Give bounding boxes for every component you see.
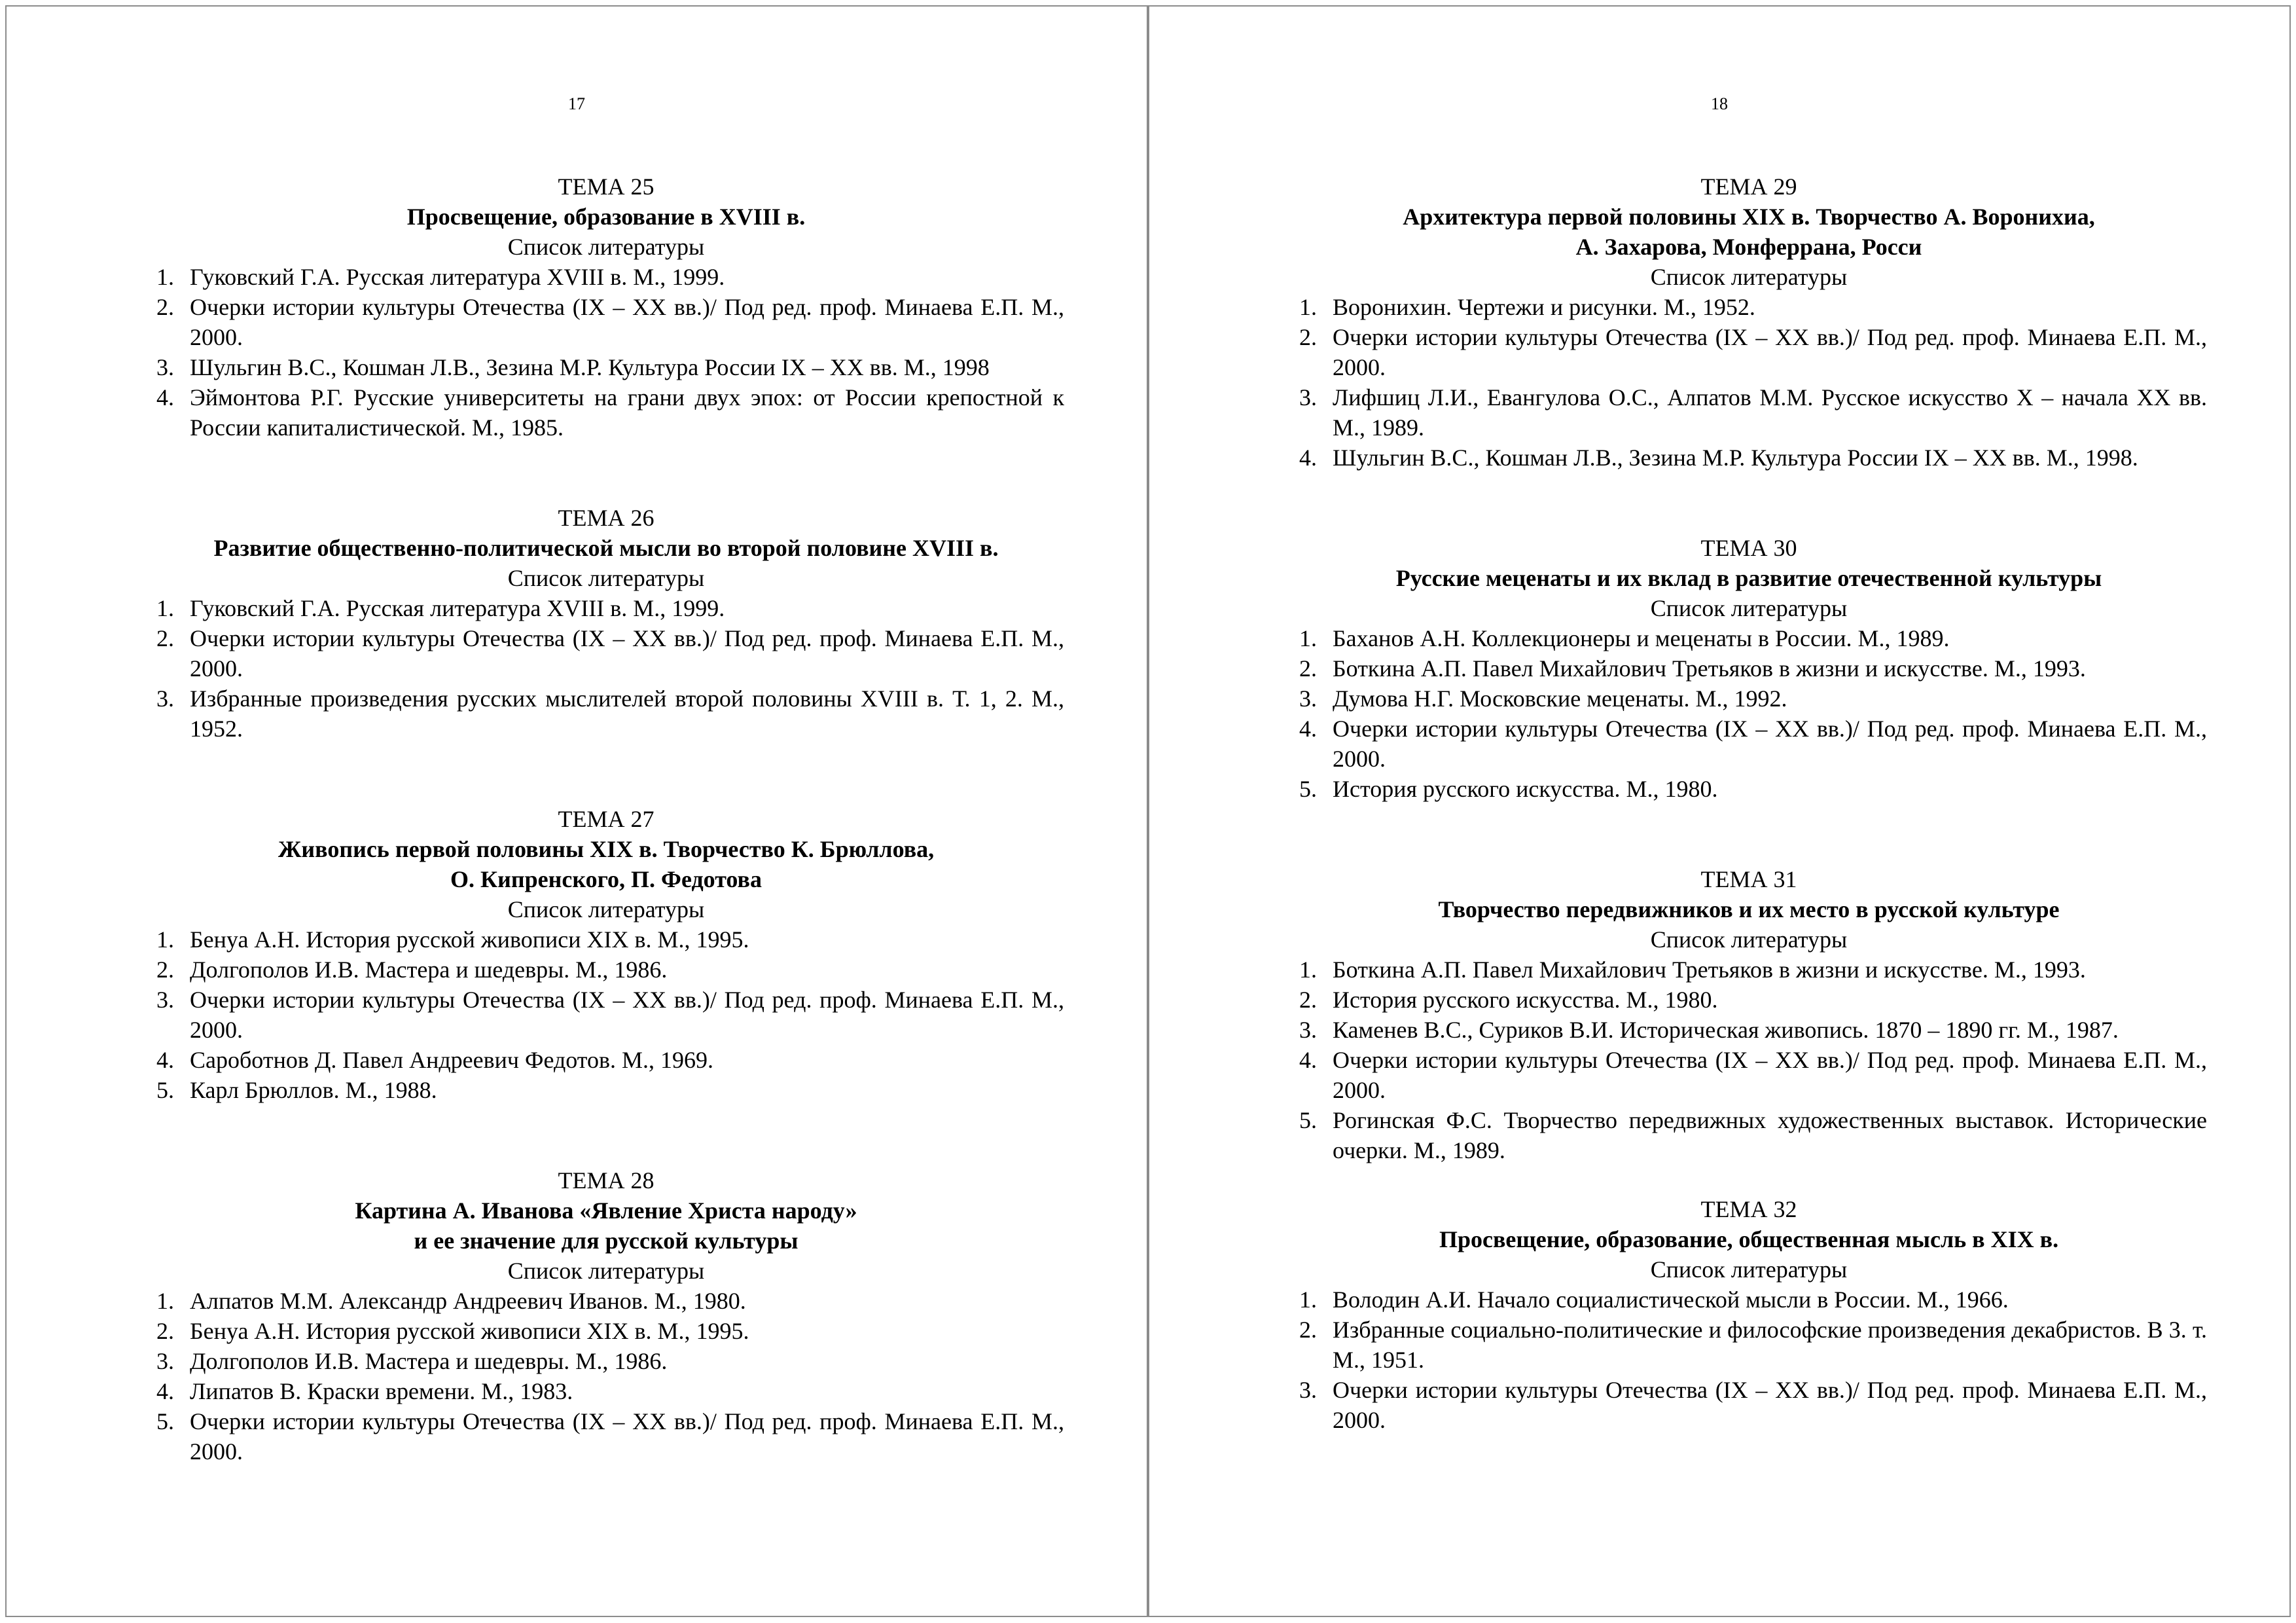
topic-block xyxy=(148,503,1064,744)
bibliography-item xyxy=(1291,292,2207,322)
bibliography-item xyxy=(148,292,1064,352)
bibliography-item xyxy=(148,382,1064,443)
topic-block xyxy=(148,804,1064,1105)
item-text: Каменев В.С., Суриков В.И. Историческая живопись. 1870 – 1890 гг. М., 1987. xyxy=(1333,1017,2119,1043)
page-left xyxy=(5,5,1148,1617)
bibliography-item xyxy=(148,955,1064,985)
item-text: Боткина А.П. Павел Михайлович Третьяков в жизни и искусстве. М., 1993. xyxy=(1333,655,2086,682)
item-text: Очерки истории культуры Отечества (IX – XX вв.)/ Под ред. проф. Минаева Е.П. М., 2000. xyxy=(1333,1377,2207,1433)
item-text: Володин А.И. Начало социалистической мысли в России. М., 1966. xyxy=(1333,1286,2009,1313)
bibliography-heading: Список литературы xyxy=(1650,1256,1848,1283)
item-number: 1. xyxy=(1299,1286,1317,1313)
bibliography-list xyxy=(148,262,1064,443)
bibliography-heading: Список литературы xyxy=(507,234,705,260)
item-number: 4. xyxy=(156,384,174,410)
bibliography-item xyxy=(1291,1285,2207,1315)
topic-block xyxy=(148,1165,1064,1467)
item-text: Очерки истории культуры Отечества (IX – XX вв.)/ Под ред. проф. Минаева Е.П. М., 2000. xyxy=(1333,324,2207,380)
topic-title: Русские меценаты и их вклад в развитие отечественной культуры xyxy=(1395,565,2102,591)
bibliography-item xyxy=(1291,1015,2207,1045)
bibliography-list xyxy=(1291,292,2207,473)
item-number: 2. xyxy=(1299,1317,1317,1343)
item-text: Лифшиц Л.И., Евангулова О.С., Алпатов М.М. Русское искусство X – начала XX вв. М., 1989. xyxy=(1333,384,2207,441)
page-right xyxy=(1148,5,2291,1617)
item-number: 2. xyxy=(1299,655,1317,682)
topic-label: ТЕМА 30 xyxy=(1700,535,1797,561)
topic-block xyxy=(148,172,1064,443)
item-text: История русского искусства. М., 1980. xyxy=(1333,987,1718,1013)
bibliography-item xyxy=(148,352,1064,382)
item-text: Очерки истории культуры Отечества (IX – XX вв.)/ Под ред. проф. Минаева Е.П. М., 2000. xyxy=(190,294,1064,350)
item-number: 5. xyxy=(156,1408,174,1434)
item-number: 2. xyxy=(1299,324,1317,350)
bibliography-item xyxy=(148,1045,1064,1075)
item-text: Очерки истории культуры Отечества (IX – XX вв.)/ Под ред. проф. Минаева Е.П. М., 2000. xyxy=(190,1408,1064,1465)
bibliography-item xyxy=(148,924,1064,955)
item-number: 4. xyxy=(156,1378,174,1404)
item-text: Шульгин В.С., Кошман Л.В., Зезина М.Р. Культура России IX – XX вв. М., 1998 xyxy=(190,354,990,380)
bibliography-item xyxy=(148,1075,1064,1105)
bibliography-item xyxy=(1291,1315,2207,1375)
page-content xyxy=(148,172,1064,1527)
item-text: Долгополов И.В. Мастера и шедевры. М., 1986. xyxy=(190,957,668,983)
item-text: Гуковский Г.А. Русская литература XVIII в. М., 1999. xyxy=(190,595,725,621)
bibliography-item xyxy=(148,1346,1064,1376)
item-number: 2. xyxy=(156,1318,174,1344)
item-number: 3. xyxy=(156,987,174,1013)
bibliography-list xyxy=(1291,623,2207,804)
bibliography-item xyxy=(148,985,1064,1045)
item-number: 3. xyxy=(156,354,174,380)
item-number: 1. xyxy=(1299,625,1317,651)
topic-title: О. Кипренского, П. Федотова xyxy=(450,866,762,892)
bibliography-item xyxy=(1291,684,2207,714)
page-number: 18 xyxy=(1711,94,1728,113)
bibliography-item xyxy=(1291,955,2207,985)
item-text: Бенуа А.Н. История русской живописи XIX в. М., 1995. xyxy=(190,926,749,953)
bibliography-item xyxy=(148,1376,1064,1406)
bibliography-item xyxy=(148,1286,1064,1316)
item-text: Карл Брюллов. М., 1988. xyxy=(190,1077,437,1103)
item-text: Алпатов М.М. Александр Андреевич Иванов. М., 1980. xyxy=(190,1288,746,1314)
item-text: Очерки истории культуры Отечества (IX – XX вв.)/ Под ред. проф. Минаева Е.П. М., 2000. xyxy=(190,987,1064,1043)
item-text: Боткина А.П. Павел Михайлович Третьяков в жизни и искусстве. М., 1993. xyxy=(1333,957,2086,983)
item-number: 1. xyxy=(156,1288,174,1314)
item-number: 3. xyxy=(1299,384,1317,410)
bibliography-item xyxy=(1291,1045,2207,1105)
bibliography-heading: Список литературы xyxy=(507,896,705,922)
item-text: История русского искусства. М., 1980. xyxy=(1333,776,1718,802)
item-text: Бенуа А.Н. История русской живописи XIX в. М., 1995. xyxy=(190,1318,749,1344)
item-number: 4. xyxy=(1299,716,1317,742)
topic-title: А. Захарова, Монферрана, Росси xyxy=(1575,234,1922,260)
item-text: Избранные социально-политические и философские произведения декабристов. В 3. т. М., 1951. xyxy=(1333,1317,2207,1373)
topic-label: ТЕМА 25 xyxy=(558,173,655,200)
bibliography-heading: Список литературы xyxy=(507,565,705,591)
topic-title: Картина А. Иванова «Явление Христа народу» xyxy=(355,1197,857,1224)
item-text: Долгополов И.В. Мастера и шедевры. М., 1986. xyxy=(190,1348,668,1374)
topic-label: ТЕМА 31 xyxy=(1700,866,1797,892)
item-number: 2. xyxy=(156,625,174,651)
topic-label: ТЕМА 27 xyxy=(558,806,655,832)
item-text: Сароботнов Д. Павел Андреевич Федотов. М., 1969. xyxy=(190,1047,714,1073)
bibliography-item xyxy=(1291,653,2207,684)
bibliography-list xyxy=(1291,955,2207,1165)
item-number: 3. xyxy=(156,685,174,712)
bibliography-heading: Список литературы xyxy=(1650,264,1848,290)
topic-title: Просвещение, образование в XVIII в. xyxy=(406,204,806,230)
item-number: 1. xyxy=(1299,957,1317,983)
bibliography-item xyxy=(1291,322,2207,382)
item-number: 2. xyxy=(1299,987,1317,1013)
bibliography-item xyxy=(148,1406,1064,1467)
item-text: Очерки истории культуры Отечества (IX – XX вв.)/ Под ред. проф. Минаева Е.П. М., 2000. xyxy=(1333,716,2207,772)
item-number: 2. xyxy=(156,294,174,320)
topic-title: Просвещение, образование, общественная мысль в XIX в. xyxy=(1439,1226,2059,1252)
bibliography-item xyxy=(1291,1105,2207,1165)
bibliography-heading: Список литературы xyxy=(1650,595,1848,621)
bibliography-item xyxy=(148,623,1064,684)
item-number: 4. xyxy=(1299,445,1317,471)
bibliography-item xyxy=(148,684,1064,744)
bibliography-item xyxy=(1291,985,2207,1015)
topic-label: ТЕМА 26 xyxy=(558,505,655,531)
topic-title: и ее значение для русской культуры xyxy=(414,1228,798,1254)
item-text: Избранные произведения русских мыслителей второй половины XVIII в. Т. 1, 2. М., 1952. xyxy=(190,685,1064,742)
item-number: 5. xyxy=(156,1077,174,1103)
topic-block xyxy=(1291,533,2207,804)
item-text: Очерки истории культуры Отечества (IX – XX вв.)/ Под ред. проф. Минаева Е.П. М., 2000. xyxy=(190,625,1064,682)
bibliography-list xyxy=(1291,1285,2207,1435)
topic-title: Живопись первой половины XIX в. Творчество К. Брюллова, xyxy=(278,836,935,862)
item-number: 1. xyxy=(156,595,174,621)
item-number: 1. xyxy=(156,926,174,953)
item-text: Рогинская Ф.С. Творчество передвижных художественных выставок. Исторические очерки. М., 1989. xyxy=(1333,1107,2207,1163)
bibliography-item xyxy=(148,262,1064,292)
item-number: 4. xyxy=(156,1047,174,1073)
topic-block xyxy=(1291,1194,2207,1435)
item-text: Шульгин В.С., Кошман Л.В., Зезина М.Р. Культура России IX – XX вв. М., 1998. xyxy=(1333,445,2138,471)
item-number: 3. xyxy=(1299,1377,1317,1403)
item-number: 1. xyxy=(1299,294,1317,320)
item-number: 5. xyxy=(1299,1107,1317,1133)
bibliography-item xyxy=(1291,623,2207,653)
page-number: 17 xyxy=(568,94,585,113)
item-number: 4. xyxy=(1299,1047,1317,1073)
page-content xyxy=(1291,172,2207,1495)
item-number: 1. xyxy=(156,264,174,290)
item-text: Гуковский Г.А. Русская литература XVIII в. М., 1999. xyxy=(190,264,725,290)
bibliography-list xyxy=(148,1286,1064,1467)
item-number: 2. xyxy=(156,957,174,983)
item-number: 3. xyxy=(1299,685,1317,712)
item-text: Эймонтова Р.Г. Русские университеты на грани двух эпох: от России крепостной к России капиталистической. М., 1985. xyxy=(190,384,1064,441)
topic-title: Архитектура первой половины XIX в. Творчество А. Воронихиа, xyxy=(1403,204,2095,230)
topic-block xyxy=(1291,864,2207,1165)
bibliography-item xyxy=(148,593,1064,623)
topic-title: Творчество передвижников и их место в русской культуре xyxy=(1438,896,2060,922)
bibliography-heading: Список литературы xyxy=(1650,926,1848,953)
topic-block xyxy=(1291,172,2207,473)
bibliography-item xyxy=(1291,774,2207,804)
bibliography-item xyxy=(148,1316,1064,1346)
item-text: Липатов В. Краски времени. М., 1983. xyxy=(190,1378,573,1404)
bibliography-list xyxy=(148,593,1064,744)
bibliography-item xyxy=(1291,443,2207,473)
topic-title: Развитие общественно-политической мысли во второй половине XVIII в. xyxy=(213,535,999,561)
item-number: 5. xyxy=(1299,776,1317,802)
topic-label: ТЕМА 28 xyxy=(558,1167,655,1194)
bibliography-list xyxy=(148,924,1064,1105)
item-text: Думова Н.Г. Московские меценаты. М., 1992. xyxy=(1333,685,1787,712)
bibliography-heading: Список литературы xyxy=(507,1258,705,1284)
item-text: Воронихин. Чертежи и рисунки. М., 1952. xyxy=(1333,294,1755,320)
item-text: Очерки истории культуры Отечества (IX – XX вв.)/ Под ред. проф. Минаева Е.П. М., 2000. xyxy=(1333,1047,2207,1103)
item-number: 3. xyxy=(156,1348,174,1374)
bibliography-item xyxy=(1291,1375,2207,1435)
topic-label: ТЕМА 32 xyxy=(1700,1196,1797,1222)
bibliography-item xyxy=(1291,714,2207,774)
topic-label: ТЕМА 29 xyxy=(1700,173,1797,200)
bibliography-item xyxy=(1291,382,2207,443)
item-text: Баханов А.Н. Коллекционеры и меценаты в России. М., 1989. xyxy=(1333,625,1950,651)
item-number: 3. xyxy=(1299,1017,1317,1043)
